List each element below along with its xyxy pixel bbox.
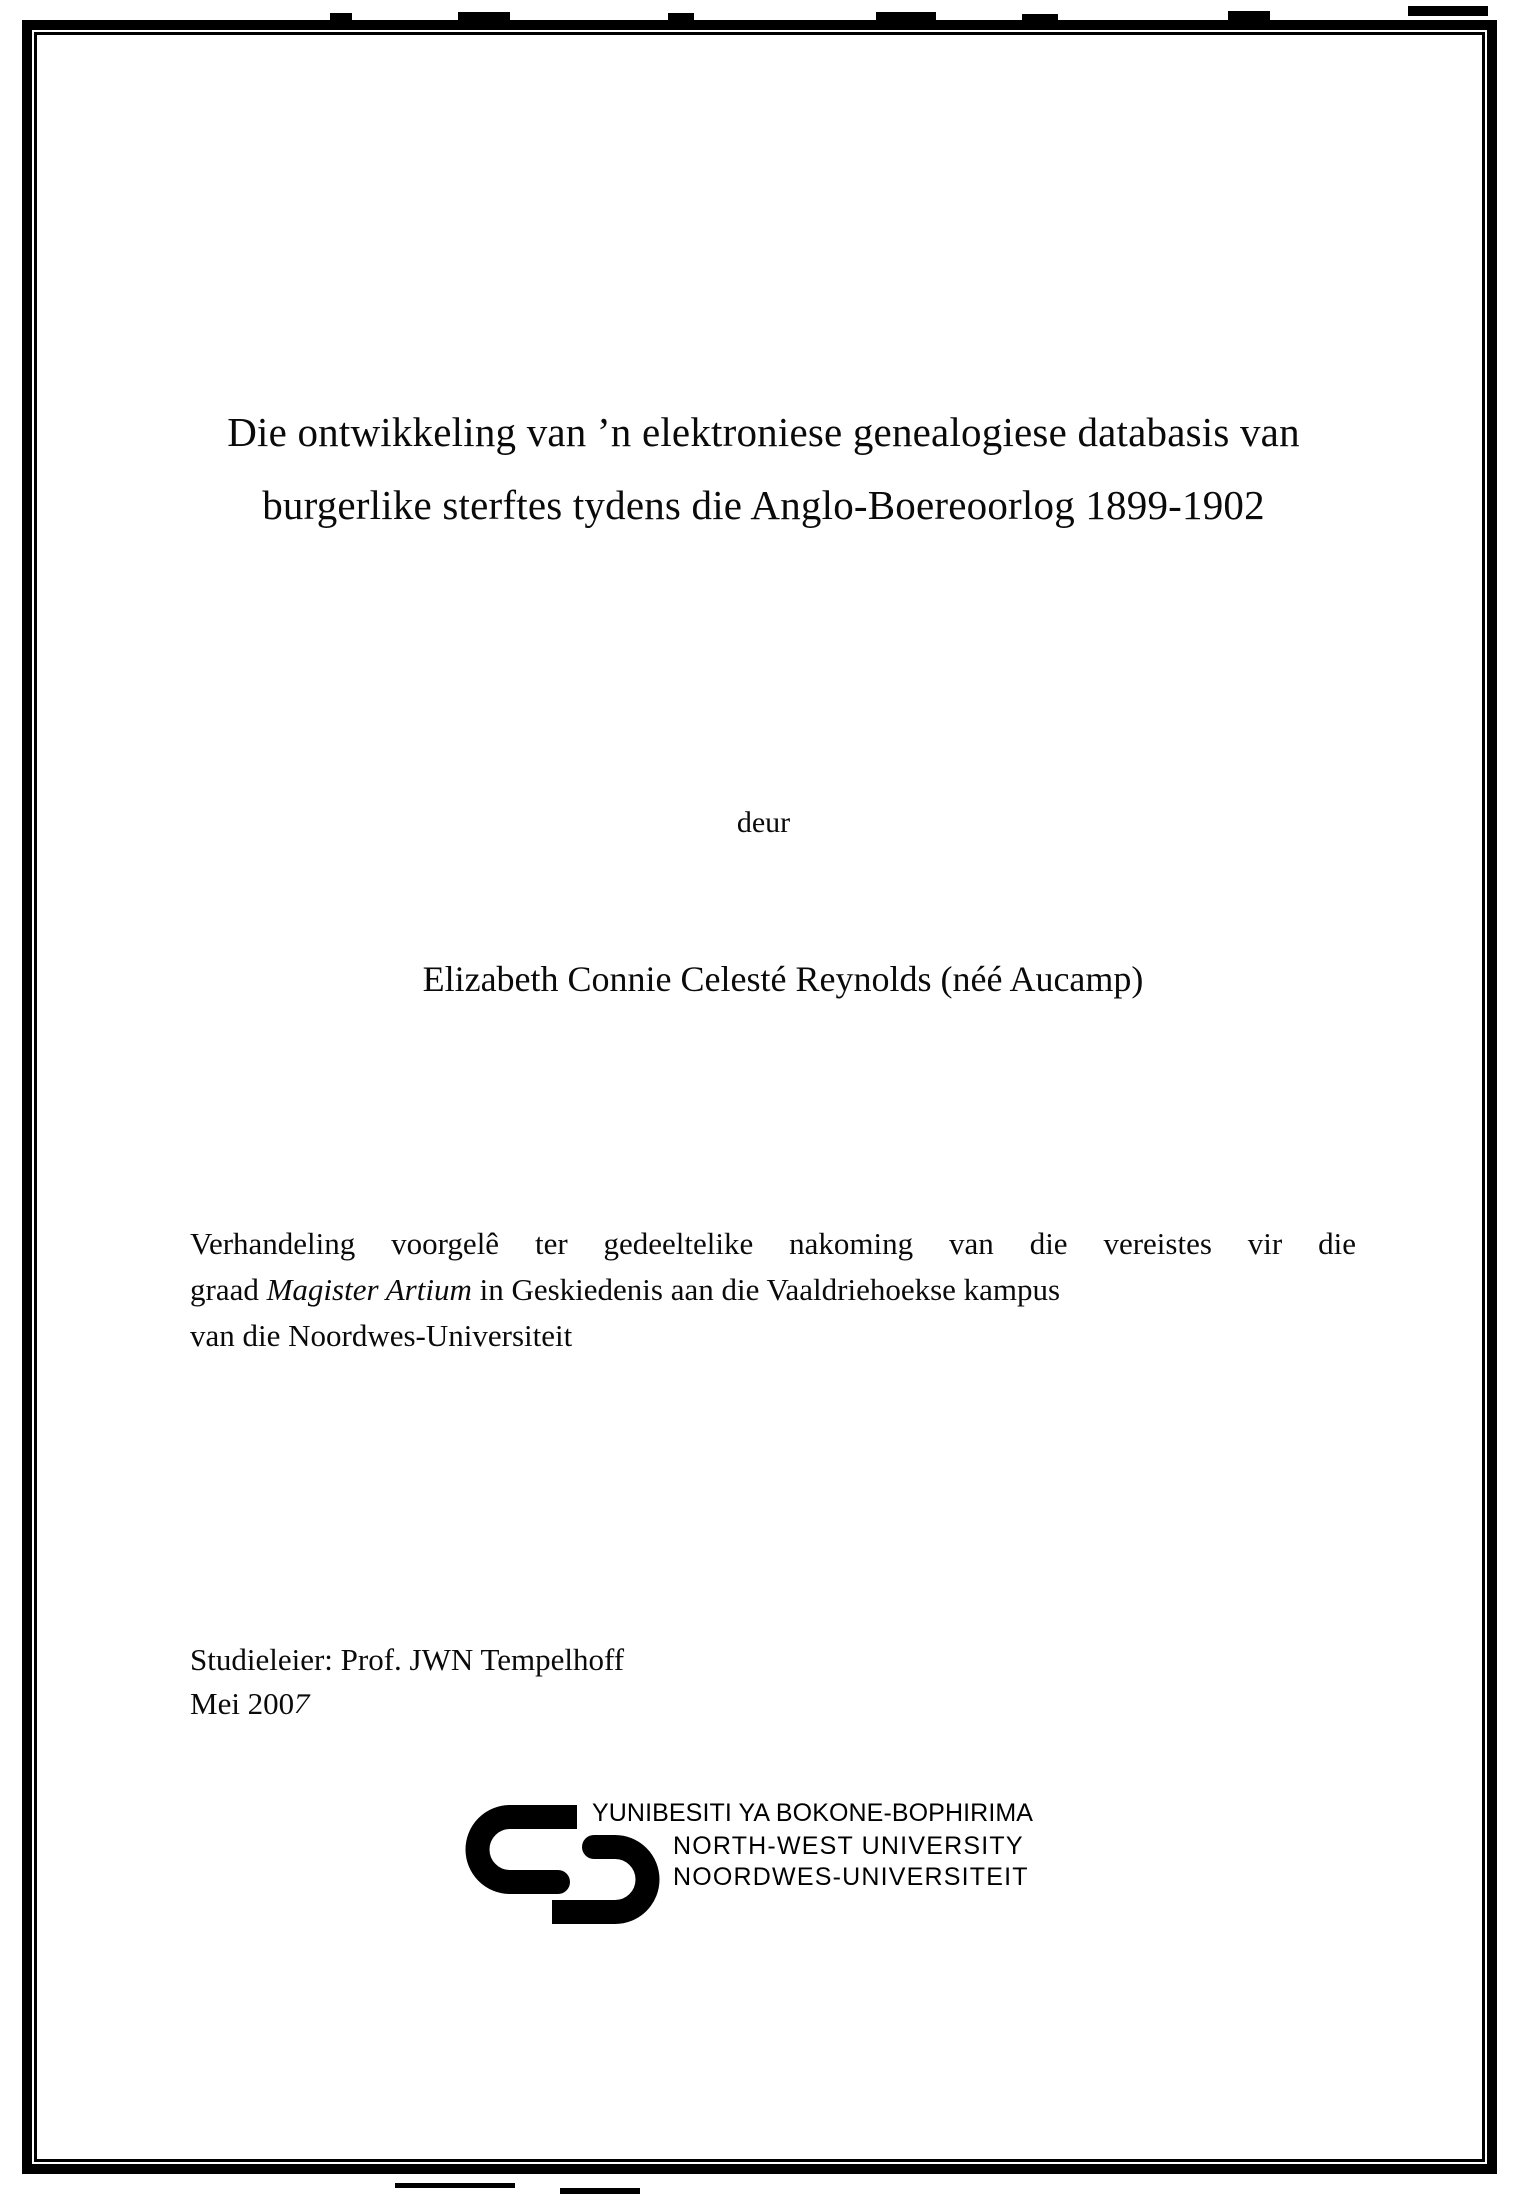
thesis-title	[183, 396, 1344, 542]
supervisor-line: Studieleier: Prof. JWN Tempelhoff	[190, 1642, 625, 1677]
degree-suffix: in Geskiedenis aan die Vaaldriehoekse kampus	[471, 1272, 1061, 1307]
scan-artifact	[1408, 6, 1488, 16]
thesis-statement	[190, 1221, 1356, 1359]
thesis-statement-line-3: van die Noordwes-Universiteit	[190, 1318, 573, 1353]
thesis-statement-line-1: Verhandeling voorgelê ter gedeeltelike nakoming van die vereistes vir die	[190, 1226, 1356, 1261]
byline: deur	[736, 806, 791, 839]
scan-artifact	[560, 2188, 640, 2194]
thesis-statement-line-2	[190, 1267, 1356, 1313]
logo-text-english: NORTH-WEST UNIVERSITY	[673, 1832, 1024, 1860]
logo-text-setswana: YUNIBESITI YA BOKONE-BOPHIRIMA	[592, 1799, 1034, 1827]
degree-prefix: graad	[190, 1272, 267, 1307]
degree-name-italic: Magister Artium	[266, 1272, 472, 1307]
logo-text-afrikaans: NOORDWES-UNIVERSITEIT	[673, 1863, 1029, 1891]
author-name: Elizabeth Connie Celesté Reynolds (néé Aucamp)	[422, 959, 1144, 999]
date-prefix: Mei 200	[190, 1686, 295, 1721]
supervisor-block	[190, 1638, 1090, 1726]
thesis-title-line-1: Die ontwikkeling van ’n elektroniese genealogiese databasis van	[227, 409, 1300, 455]
date-last-digit: 7	[290, 1687, 314, 1720]
scan-artifact	[1228, 11, 1270, 20]
scan-artifact	[395, 2183, 515, 2188]
date-line	[190, 1682, 1090, 1726]
nwu-logo	[465, 1800, 1125, 1935]
thesis-title-line-2: burgerlike sterftes tydens die Anglo-Boereoorlog 1899-1902	[262, 482, 1265, 528]
